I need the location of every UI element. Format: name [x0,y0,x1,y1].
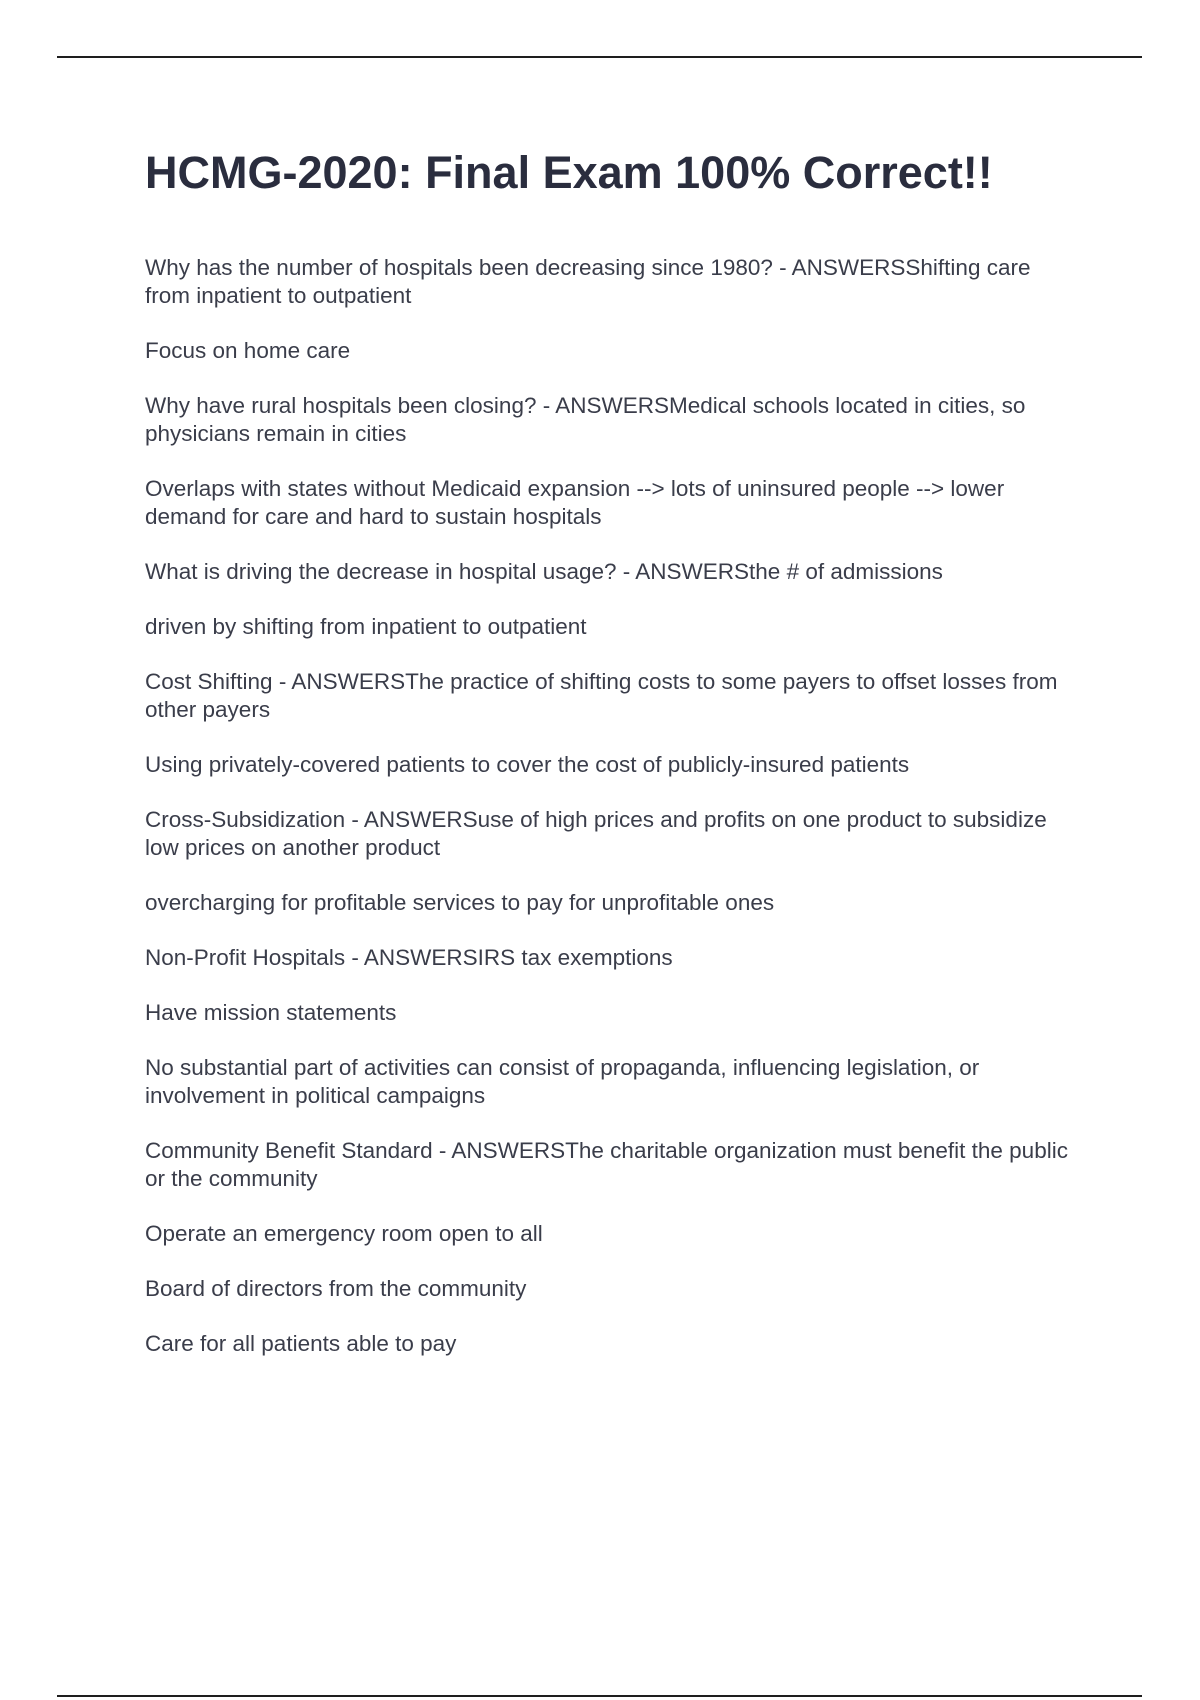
page-title: HCMG-2020: Final Exam 100% Correct!! [145,147,993,198]
paragraph: Board of directors from the community [145,1276,527,1301]
paragraph: Why have rural hospitals been closing? - ANSWERSMedical schools located in cities, so physicians remain in cities [145,393,1026,446]
paragraph: Have mission statements [145,1000,397,1025]
paragraph: Operate an emergency room open to all [145,1221,543,1246]
document-body [145,254,1080,1385]
paragraph: driven by shifting from inpatient to outpatient [145,614,587,639]
paragraph: No substantial part of activities can consist of propaganda, influencing legislation, or involvement in political campaigns [145,1055,980,1108]
bottom-divider [57,1695,1142,1697]
paragraph: Focus on home care [145,338,351,363]
paragraph: Cross-Subsidization - ANSWERSuse of high prices and profits on one product to subsidize low prices on another product [145,807,1047,860]
paragraph: What is driving the decrease in hospital usage? - ANSWERSthe # of admissions [145,559,943,584]
paragraph: Overlaps with states without Medicaid expansion --> lots of uninsured people --> lower demand for care and hard to sustain hospitals [145,476,1005,529]
paragraph: overcharging for profitable services to pay for unprofitable ones [145,890,775,915]
paragraph: Why has the number of hospitals been decreasing since 1980? - ANSWERSShifting care from inpatient to outpatient [145,255,1031,308]
paragraph: Community Benefit Standard - ANSWERSThe charitable organization must benefit the public or the community [145,1138,1068,1191]
top-divider [57,56,1142,58]
paragraph: Cost Shifting - ANSWERSThe practice of shifting costs to some payers to offset losses from other payers [145,669,1058,722]
paragraph: Non-Profit Hospitals - ANSWERSIRS tax exemptions [145,945,673,970]
paragraph: Care for all patients able to pay [145,1331,457,1356]
paragraph: Using privately-covered patients to cover the cost of publicly-insured patients [145,752,910,777]
